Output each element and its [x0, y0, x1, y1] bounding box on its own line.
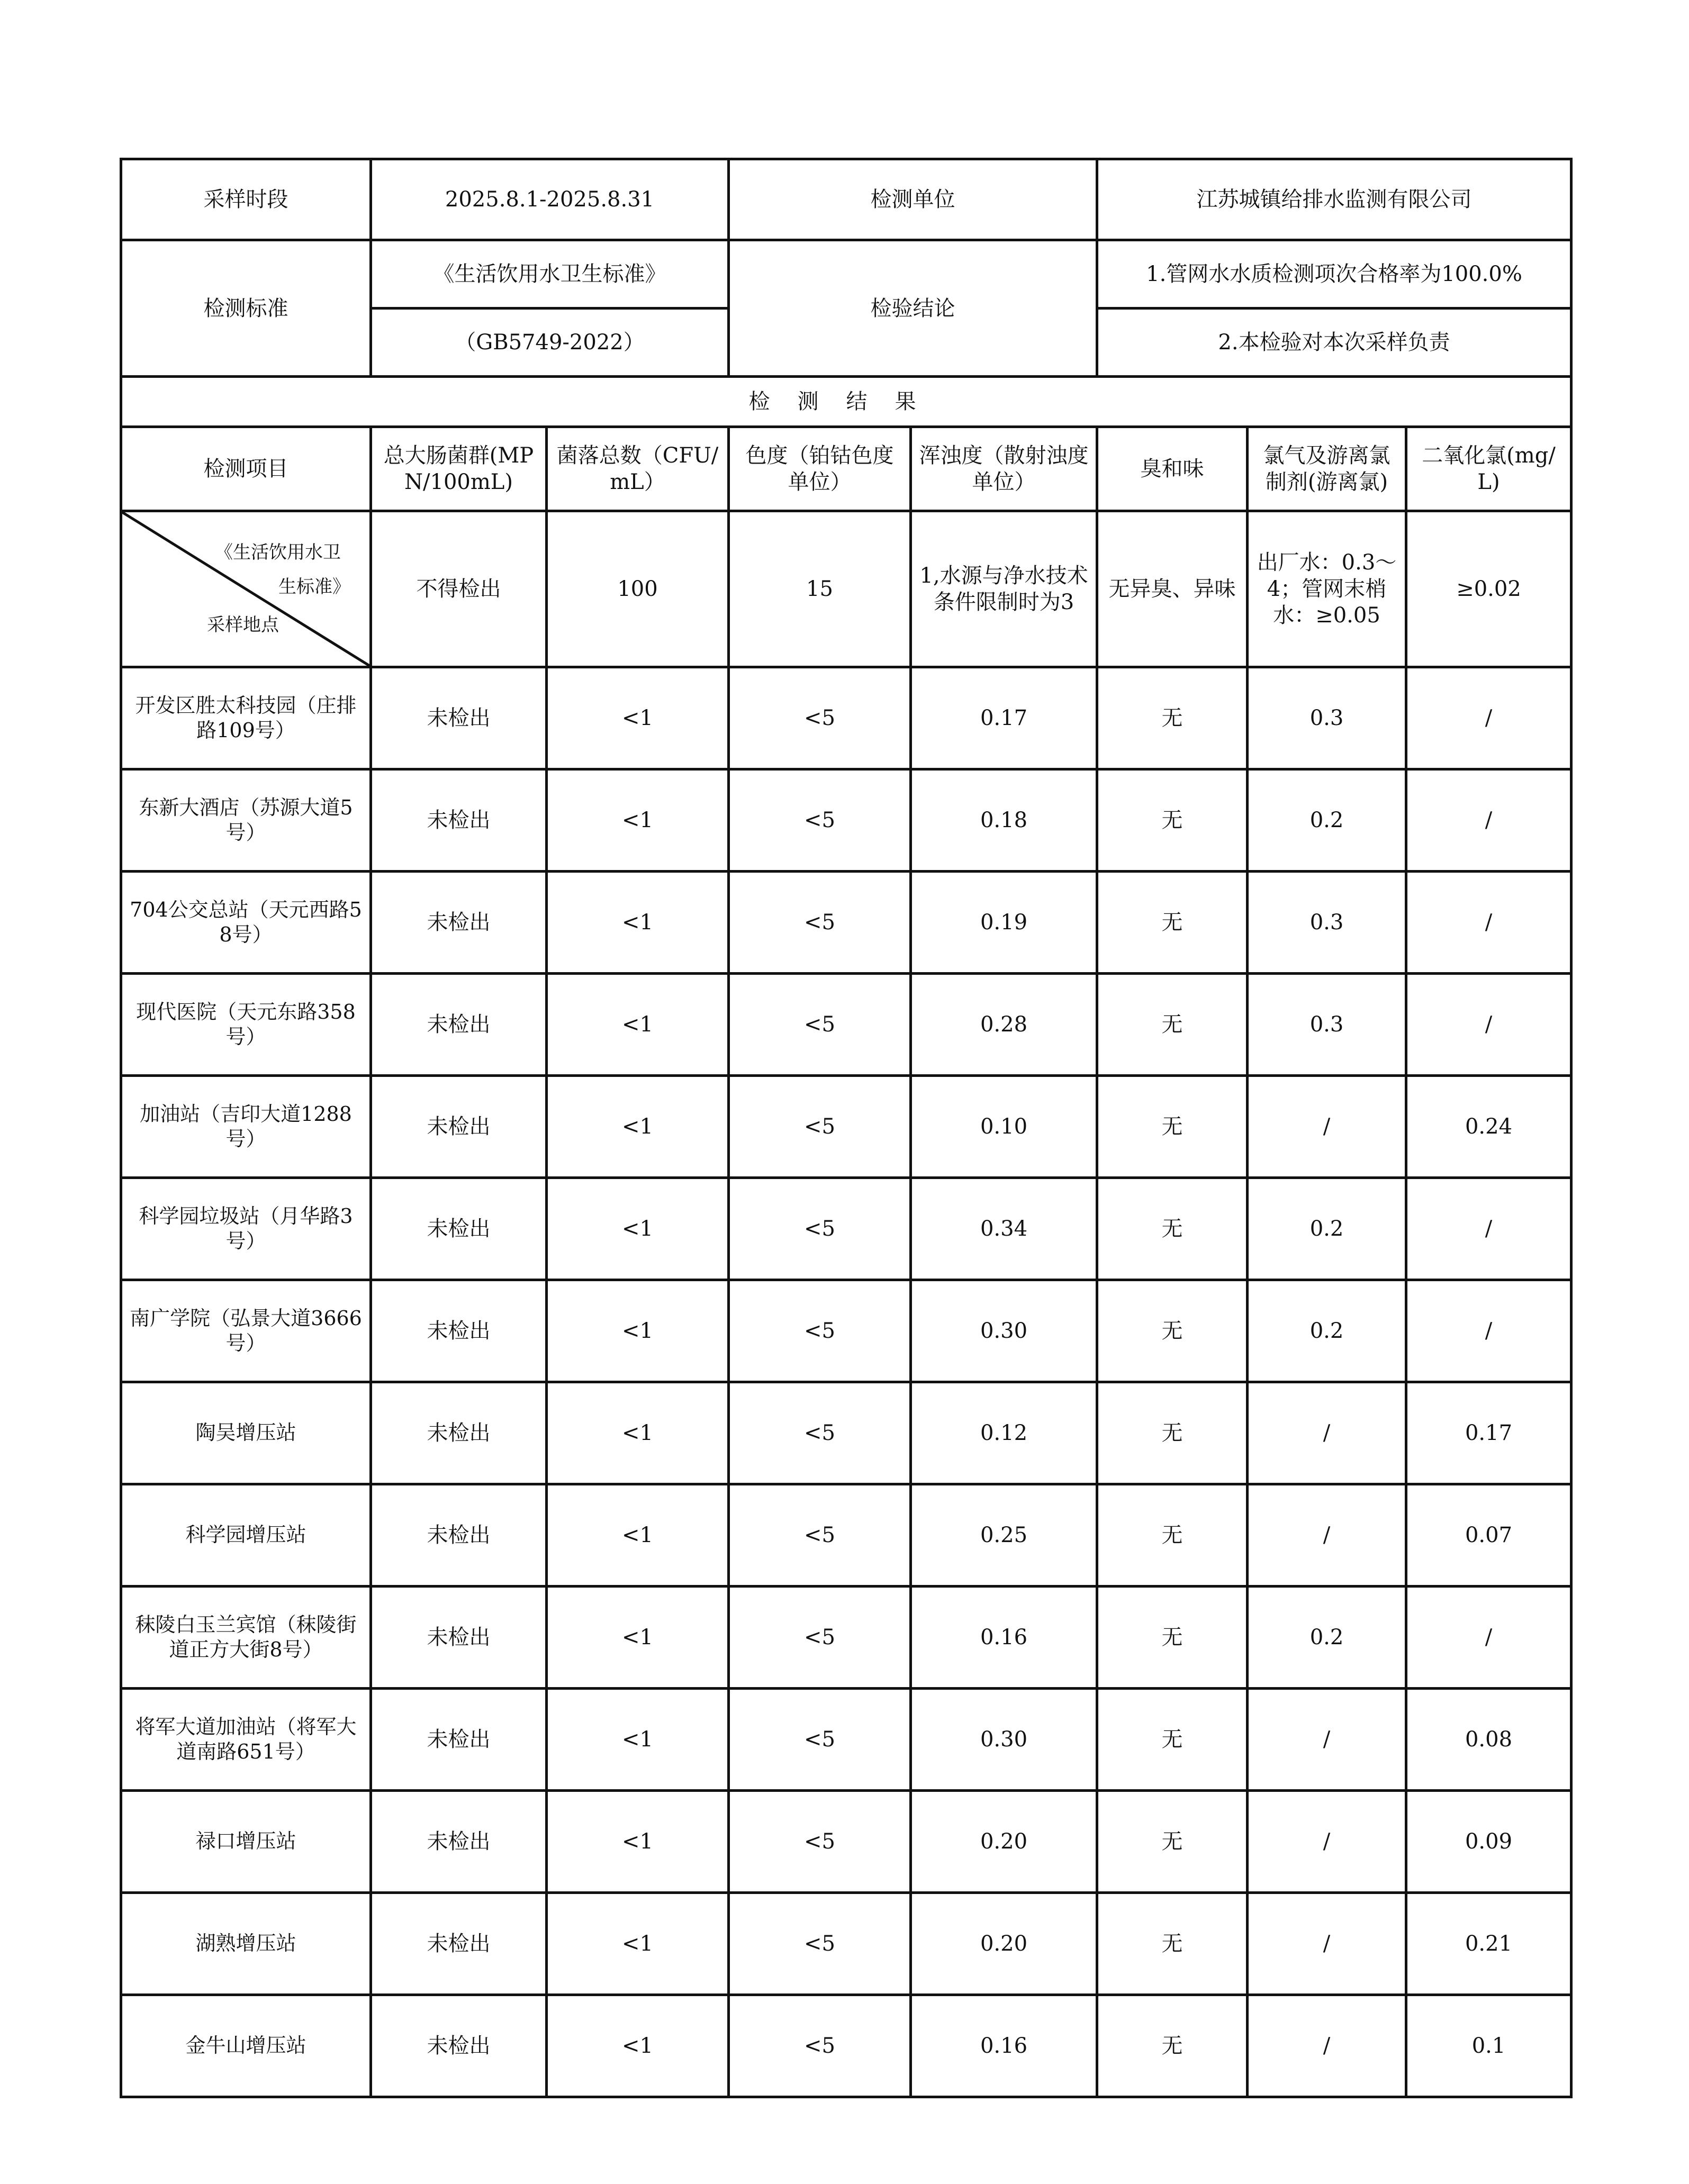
col-header-chlorine: 氯气及游离氯制剂(游离氯)	[1248, 427, 1406, 511]
conclusion-line-2: 2.本检验对本次采样负责	[1097, 309, 1571, 377]
cell-coliform: 未检出	[371, 1587, 547, 1689]
cell-odor: 无	[1097, 974, 1248, 1076]
standard-label: 检测标准	[121, 240, 371, 377]
cell-color: <5	[729, 1689, 911, 1791]
cell-odor: 无	[1097, 1893, 1248, 1995]
cell-chlorine-dioxide: 0.09	[1406, 1791, 1571, 1893]
cell-site: 陶吴增压站	[121, 1382, 371, 1484]
cell-color: <5	[729, 974, 911, 1076]
cell-colony: <1	[547, 1689, 729, 1791]
limit-turbidity: 1,水源与净水技术条件限制时为3	[911, 511, 1097, 667]
table-row	[121, 1382, 1571, 1484]
limit-chlorine-dioxide: ≥0.02	[1406, 511, 1571, 667]
col-header-odor: 臭和味	[1097, 427, 1248, 511]
cell-colony: <1	[547, 1893, 729, 1995]
conclusion-label: 检验结论	[729, 240, 1097, 377]
cell-color: <5	[729, 667, 911, 769]
cell-colony: <1	[547, 1280, 729, 1382]
table-row	[121, 1484, 1571, 1587]
cell-colony: <1	[547, 1587, 729, 1689]
limit-row	[121, 511, 1571, 667]
cell-chlorine: /	[1248, 1076, 1406, 1178]
cell-chlorine: /	[1248, 1791, 1406, 1893]
diagonal-standard-line-2: 生标准》	[278, 576, 350, 597]
cell-site: 科学园垃圾站（月华路3号）	[121, 1178, 371, 1280]
cell-turbidity: 0.10	[911, 1076, 1097, 1178]
cell-colony: <1	[547, 667, 729, 769]
cell-chlorine: /	[1248, 1689, 1406, 1791]
cell-chlorine: 0.2	[1248, 769, 1406, 872]
cell-turbidity: 0.20	[911, 1893, 1097, 1995]
cell-chlorine-dioxide: /	[1406, 974, 1571, 1076]
col-header-turbidity: 浑浊度（散射浊度单位）	[911, 427, 1097, 511]
cell-site: 开发区胜太科技园（庄排路109号）	[121, 667, 371, 769]
cell-chlorine-dioxide: 0.1	[1406, 1995, 1571, 2097]
diagonal-header-cell	[121, 511, 371, 667]
cell-odor: 无	[1097, 1484, 1248, 1587]
cell-chlorine: 0.3	[1248, 872, 1406, 974]
table-row	[121, 769, 1571, 872]
cell-odor: 无	[1097, 1382, 1248, 1484]
cell-odor: 无	[1097, 667, 1248, 769]
cell-odor: 无	[1097, 1689, 1248, 1791]
cell-color: <5	[729, 1995, 911, 2097]
cell-coliform: 未检出	[371, 1484, 547, 1587]
sampling-period-value: 2025.8.1-2025.8.31	[371, 159, 729, 240]
cell-site: 湖熟增压站	[121, 1893, 371, 1995]
diagonal-site-text: 采样地点	[207, 614, 279, 636]
table-row	[121, 1587, 1571, 1689]
cell-chlorine-dioxide: 0.17	[1406, 1382, 1571, 1484]
cell-odor: 无	[1097, 1995, 1248, 2097]
cell-coliform: 未检出	[371, 1791, 547, 1893]
cell-coliform: 未检出	[371, 667, 547, 769]
diagonal-standard-line-1: 《生活饮用水卫	[215, 542, 341, 563]
conclusion-line-1: 1.管网水水质检测项次合格率为100.0%	[1097, 240, 1571, 309]
cell-turbidity: 0.16	[911, 1587, 1097, 1689]
cell-coliform: 未检出	[371, 769, 547, 872]
cell-color: <5	[729, 1587, 911, 1689]
cell-chlorine: 0.2	[1248, 1587, 1406, 1689]
cell-turbidity: 0.34	[911, 1178, 1097, 1280]
cell-coliform: 未检出	[371, 1893, 547, 1995]
cell-chlorine-dioxide: /	[1406, 872, 1571, 974]
cell-colony: <1	[547, 872, 729, 974]
cell-turbidity: 0.25	[911, 1484, 1097, 1587]
results-title-row	[121, 377, 1571, 427]
testing-unit-value: 江苏城镇给排水监测有限公司	[1097, 159, 1571, 240]
cell-coliform: 未检出	[371, 1689, 547, 1791]
limit-color: 15	[729, 511, 911, 667]
cell-color: <5	[729, 1178, 911, 1280]
cell-colony: <1	[547, 1484, 729, 1587]
cell-turbidity: 0.30	[911, 1280, 1097, 1382]
cell-chlorine-dioxide: 0.08	[1406, 1689, 1571, 1791]
cell-odor: 无	[1097, 1178, 1248, 1280]
cell-site: 金牛山增压站	[121, 1995, 371, 2097]
cell-color: <5	[729, 769, 911, 872]
cell-colony: <1	[547, 769, 729, 872]
cell-chlorine: 0.3	[1248, 974, 1406, 1076]
cell-chlorine: 0.3	[1248, 667, 1406, 769]
cell-turbidity: 0.18	[911, 769, 1097, 872]
table-row	[121, 1995, 1571, 2097]
cell-site: 将军大道加油站（将军大道南路651号）	[121, 1689, 371, 1791]
diagonal-standard-text	[215, 536, 350, 604]
limit-odor: 无异臭、异味	[1097, 511, 1248, 667]
results-title: 检测结果	[121, 377, 1571, 427]
cell-site: 科学园增压站	[121, 1484, 371, 1587]
cell-site: 704公交总站（天元西路58号）	[121, 872, 371, 974]
cell-color: <5	[729, 1893, 911, 1995]
limit-colony: 100	[547, 511, 729, 667]
cell-coliform: 未检出	[371, 1995, 547, 2097]
cell-color: <5	[729, 1484, 911, 1587]
cell-coliform: 未检出	[371, 872, 547, 974]
cell-turbidity: 0.28	[911, 974, 1097, 1076]
header-row-standard	[121, 240, 1571, 309]
cell-site: 现代医院（天元东路358号）	[121, 974, 371, 1076]
cell-odor: 无	[1097, 1280, 1248, 1382]
cell-colony: <1	[547, 1382, 729, 1484]
cell-site: 加油站（吉印大道1288号）	[121, 1076, 371, 1178]
cell-turbidity: 0.16	[911, 1995, 1097, 2097]
col-header-coliform: 总大肠菌群(MPN/100mL)	[371, 427, 547, 511]
cell-odor: 无	[1097, 1076, 1248, 1178]
cell-chlorine-dioxide: /	[1406, 1178, 1571, 1280]
testing-unit-label: 检测单位	[729, 159, 1097, 240]
cell-chlorine: 0.2	[1248, 1178, 1406, 1280]
cell-color: <5	[729, 1280, 911, 1382]
cell-turbidity: 0.30	[911, 1689, 1097, 1791]
cell-chlorine: 0.2	[1248, 1280, 1406, 1382]
cell-coliform: 未检出	[371, 1382, 547, 1484]
cell-color: <5	[729, 1076, 911, 1178]
water-quality-report-table	[120, 158, 1573, 2098]
cell-odor: 无	[1097, 872, 1248, 974]
cell-site: 秣陵白玉兰宾馆（秣陵街道正方大街8号）	[121, 1587, 371, 1689]
cell-odor: 无	[1097, 1791, 1248, 1893]
cell-coliform: 未检出	[371, 974, 547, 1076]
table-row	[121, 1689, 1571, 1791]
cell-chlorine-dioxide: /	[1406, 667, 1571, 769]
table-row	[121, 872, 1571, 974]
table-row	[121, 667, 1571, 769]
limit-coliform: 不得检出	[371, 511, 547, 667]
sampling-period-label: 采样时段	[121, 159, 371, 240]
table-row	[121, 1280, 1571, 1382]
cell-turbidity: 0.12	[911, 1382, 1097, 1484]
standard-name: 《生活饮用水卫生标准》	[371, 240, 729, 309]
cell-chlorine: /	[1248, 1893, 1406, 1995]
cell-turbidity: 0.19	[911, 872, 1097, 974]
header-row-sampling	[121, 159, 1571, 240]
cell-color: <5	[729, 1382, 911, 1484]
standard-code: （GB5749-2022）	[371, 309, 729, 377]
cell-chlorine-dioxide: 0.07	[1406, 1484, 1571, 1587]
cell-colony: <1	[547, 1995, 729, 2097]
cell-colony: <1	[547, 1791, 729, 1893]
col-header-colony: 菌落总数（CFU/mL）	[547, 427, 729, 511]
col-header-chlorine-dioxide: 二氧化氯(mg/L)	[1406, 427, 1571, 511]
cell-colony: <1	[547, 974, 729, 1076]
cell-turbidity: 0.20	[911, 1791, 1097, 1893]
cell-coliform: 未检出	[371, 1076, 547, 1178]
cell-chlorine-dioxide: 0.24	[1406, 1076, 1571, 1178]
cell-coliform: 未检出	[371, 1178, 547, 1280]
table-row	[121, 1076, 1571, 1178]
cell-site: 禄口增压站	[121, 1791, 371, 1893]
cell-chlorine-dioxide: /	[1406, 1587, 1571, 1689]
cell-coliform: 未检出	[371, 1280, 547, 1382]
cell-chlorine-dioxide: 0.21	[1406, 1893, 1571, 1995]
cell-odor: 无	[1097, 769, 1248, 872]
cell-turbidity: 0.17	[911, 667, 1097, 769]
cell-site: 东新大酒店（苏源大道5号）	[121, 769, 371, 872]
table-row	[121, 974, 1571, 1076]
column-header-row	[121, 427, 1571, 511]
cell-chlorine: /	[1248, 1484, 1406, 1587]
cell-colony: <1	[547, 1178, 729, 1280]
table-row	[121, 1893, 1571, 1995]
cell-odor: 无	[1097, 1587, 1248, 1689]
cell-chlorine: /	[1248, 1995, 1406, 2097]
cell-colony: <1	[547, 1076, 729, 1178]
cell-chlorine-dioxide: /	[1406, 769, 1571, 872]
table-row	[121, 1791, 1571, 1893]
cell-chlorine: /	[1248, 1382, 1406, 1484]
cell-chlorine-dioxide: /	[1406, 1280, 1571, 1382]
cell-color: <5	[729, 1791, 911, 1893]
cell-site: 南广学院（弘景大道3666号）	[121, 1280, 371, 1382]
col-header-color: 色度（铂钴色度单位）	[729, 427, 911, 511]
cell-color: <5	[729, 872, 911, 974]
col-header-item: 检测项目	[121, 427, 371, 511]
table-row	[121, 1178, 1571, 1280]
limit-chlorine: 出厂水：0.3～4；管网末梢水：≥0.05	[1248, 511, 1406, 667]
